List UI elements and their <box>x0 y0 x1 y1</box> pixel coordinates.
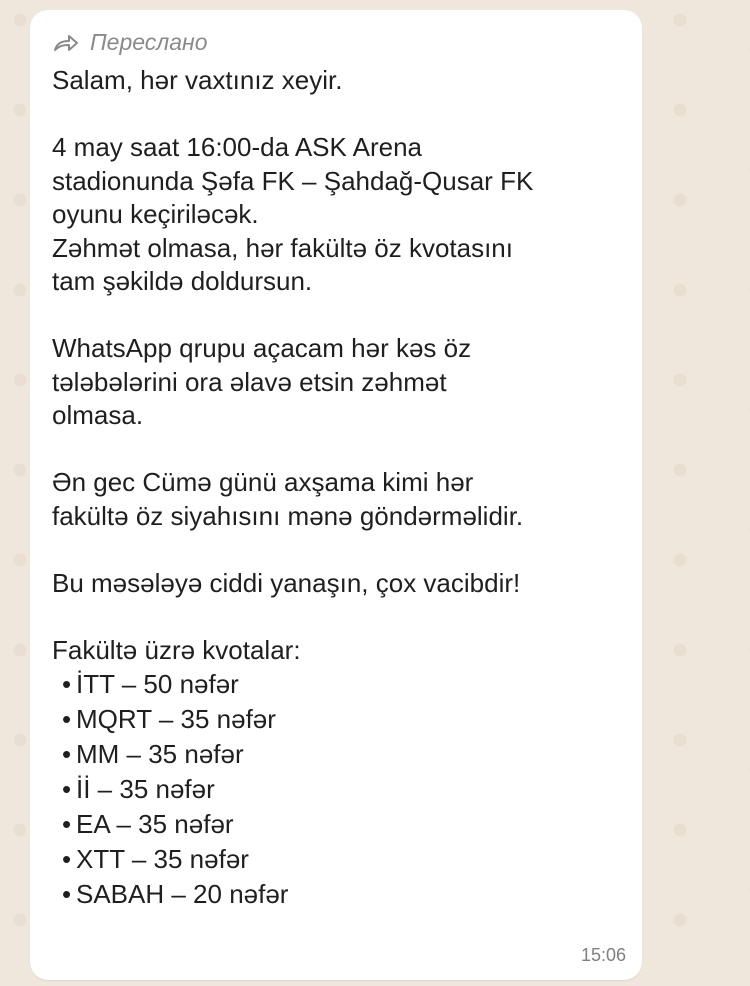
bullet: • <box>62 809 72 839</box>
message-line: Bu məsələyə ciddi yanaşın, çox vacibdir! <box>52 567 521 598</box>
bullet: • <box>62 844 72 874</box>
quota-text: EA – 35 nəfər <box>76 809 234 839</box>
message-line: Ən gec Cümə günü axşama kimi hər <box>52 467 474 497</box>
message-line: tələbələrini ora əlavə etsin zəhmət <box>52 366 447 397</box>
forwarded-label: Переслано <box>90 28 208 55</box>
message-line: Zəhmət olmasa, hər fakültə öz kvotasını <box>52 232 513 263</box>
message-bubble[interactable] <box>30 10 642 980</box>
quota-item <box>52 807 620 842</box>
quota-text: İİ – 35 nəfər <box>76 774 215 804</box>
quota-item <box>52 667 620 702</box>
quota-text: SABAH – 20 nəfər <box>76 879 289 909</box>
message-line: WhatsApp qrupu açacam hər kəs öz <box>52 333 472 363</box>
quota-text: MM – 35 nəfər <box>76 739 244 769</box>
quota-text: MQRT – 35 nəfər <box>76 704 276 734</box>
message-line-blank <box>52 600 620 634</box>
message-line: oyunu keçiriləcək. <box>52 199 259 229</box>
bullet: • <box>62 739 72 769</box>
message-line: tam şəkildə doldursun. <box>52 266 313 296</box>
quota-item <box>52 877 620 912</box>
message-line-blank <box>52 98 620 132</box>
message-line: fakültə öz siyahısını mənə göndərməlidir. <box>52 500 524 531</box>
message-line-blank <box>52 533 620 567</box>
quota-heading: Fakültə üzrə kvotalar: <box>52 634 301 665</box>
bullet: • <box>62 704 72 734</box>
quota-item <box>52 772 620 807</box>
quota-item <box>52 702 620 737</box>
message-line: stadionunda Şəfa FK – Şahdağ-Qusar FK <box>52 165 534 196</box>
quota-text: XTT – 35 nəfər <box>76 844 249 874</box>
quota-item <box>52 842 620 877</box>
message-line-blank <box>52 299 620 333</box>
bullet: • <box>62 879 72 909</box>
bullet: • <box>62 774 72 804</box>
forward-icon <box>52 32 80 52</box>
message-line-blank <box>52 433 620 467</box>
message-line: Salam, hər vaxtınız xeyir. <box>52 65 343 95</box>
message-line: 4 may saat 16:00-da ASK Arena <box>52 132 423 162</box>
message-text <box>52 64 620 912</box>
quota-list <box>52 667 620 912</box>
quota-text: İTT – 50 nəfər <box>76 669 239 699</box>
quota-item <box>52 737 620 772</box>
message-line: olmasa. <box>52 400 144 430</box>
forwarded-header <box>52 20 620 64</box>
message-timestamp: 15:06 <box>580 945 626 965</box>
bullet: • <box>62 669 72 699</box>
